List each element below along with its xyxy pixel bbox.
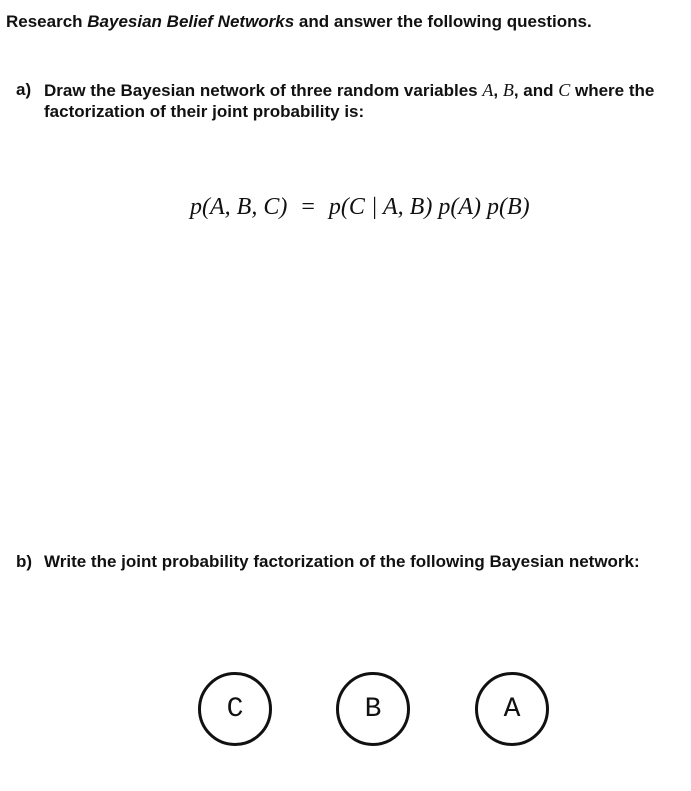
formula-rhs: p(C | A, B) p(A) p(B) [328, 194, 530, 220]
formula-lhs: p(A, B, C) [190, 194, 288, 220]
variable-c: C [558, 80, 571, 100]
network-node-a: A [475, 672, 549, 746]
network-node-c: C [198, 672, 272, 746]
question-a-text-2: where the [570, 81, 655, 100]
question-a-marker: a) [16, 80, 32, 99]
question-a-sep-1: , [493, 81, 503, 100]
intro-suffix: and answer the following questions. [294, 12, 592, 31]
question-b-text: Write the joint probability factorization of the following Bayesian network: [44, 552, 640, 571]
variable-a: A [482, 80, 494, 100]
question-a-line-2: factorization of their joint probability is: [44, 102, 365, 121]
intro-emphasis: Bayesian Belief Networks [87, 12, 295, 31]
network-node-b: B [336, 672, 410, 746]
question-b-marker: b) [16, 552, 33, 571]
question-a-line-1 [44, 80, 654, 101]
question-a-sep-2: , and [513, 81, 559, 100]
formula-equals: = [301, 194, 315, 220]
variable-b: B [502, 80, 514, 100]
intro-prefix: Research [6, 12, 88, 31]
question-a-text-1: Draw the Bayesian network of three random variables [44, 81, 483, 100]
joint-probability-formula [178, 165, 530, 221]
intro-line [6, 12, 592, 32]
